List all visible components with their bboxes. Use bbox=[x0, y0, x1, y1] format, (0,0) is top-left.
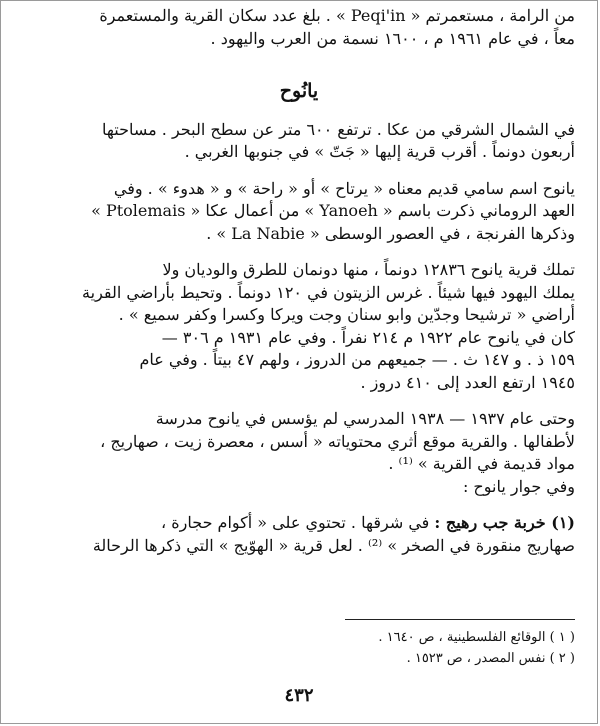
para4-line: مواد قديمة في القرية » ⁽¹⁾ . bbox=[388, 454, 575, 473]
para2-line: وذكرها الفرنجة ، في العصور الوسطى « La Nabie » . bbox=[206, 223, 575, 243]
para5-line: وفي جوار يانوح : bbox=[462, 476, 575, 496]
para4-line: لأطفالها . والقرية موقع أثري محتوياته « أسس ، معصرة زيت ، صهاريج ، bbox=[100, 431, 575, 451]
para3-line: كان في يانوح عام ١٩٢٢ م ٢١٤ نفراً . وفي عام ١٩٣١ م ٣٠٦ — bbox=[161, 327, 575, 347]
para2-line: يانوح اسم سامي قديم معناه « يرتاح » أو « راحة » و « هدوء » . وفي bbox=[113, 178, 575, 198]
para1-line: أربعون دونماً . أقرب قرية إليها « جَتّ » في جنوبها الغربي . bbox=[184, 142, 575, 161]
footnote: ( ١ ) الوقائع الفلسطينية ، ص ١٦٤٠ . bbox=[378, 630, 575, 645]
footnotes bbox=[23, 627, 575, 669]
para3-line: ١٩٤٥ ارتفع العدد إلى ٤١٠ دروز . bbox=[360, 372, 575, 392]
para3-line: ١٥٩ ذ . و ١٤٧ ث . — جميعهم من الدروز ، ولهم ٤٧ بيتاً . وفي عام bbox=[139, 350, 575, 369]
top-line: معاً ، في عام ١٩٦١ م ، ١٦٠٠ نسمة من العرب واليهود . bbox=[210, 28, 575, 48]
item1-head: (١) خربة جب رهيج : bbox=[434, 513, 575, 532]
section-title: يانُوح bbox=[279, 80, 319, 102]
item1-line: صهاريج منقورة في الصخر » ⁽²⁾ . لعل قرية « الهوّيج » التي ذكرها الرحالة bbox=[92, 535, 575, 555]
para1-line: في الشمال الشرقي من عكا . ترتفع ٦٠٠ متر عن سطح البحر . مساحتها bbox=[102, 119, 575, 139]
item1-text: في شرقها . تحتوي على « أكوام حجارة ، bbox=[161, 513, 435, 532]
para3-line: أراضي « ترشيحا وجدّين وابو سنان وجت ويركا وكسرا وكفر سميع » . bbox=[118, 305, 575, 324]
para3-line: يملك اليهود فيها شيئاً . غرس الزيتون في ١٢٠ دونماً . وتحيط بأراضي القرية bbox=[82, 282, 575, 302]
para3-line: تملك قرية يانوح ١٢٨٣٦ دونماً ، منها دونمان للطرق والوديان ولا bbox=[162, 260, 575, 279]
top-line: من الرامة ، مستعمرتم « Peqi'in » . بلغ عدد سكان القرية والمستعمرة bbox=[99, 6, 575, 25]
para4-line: وحتى عام ١٩٣٧ — ١٩٣٨ المدرسي لم يؤسس في يانوح مدرسة bbox=[155, 409, 575, 428]
footnote-divider bbox=[345, 619, 575, 620]
item1-line bbox=[23, 512, 575, 535]
body-text bbox=[23, 5, 575, 557]
para2-line: العهد الروماني ذكرت باسم « Yanoeh » من أعمال عكا « Ptolemais » bbox=[91, 201, 575, 220]
page-number: ٤٣٢ bbox=[284, 685, 314, 706]
footnote: ( ٢ ) نفس المصدر ، ص ١٥٢٣ . bbox=[406, 651, 575, 666]
